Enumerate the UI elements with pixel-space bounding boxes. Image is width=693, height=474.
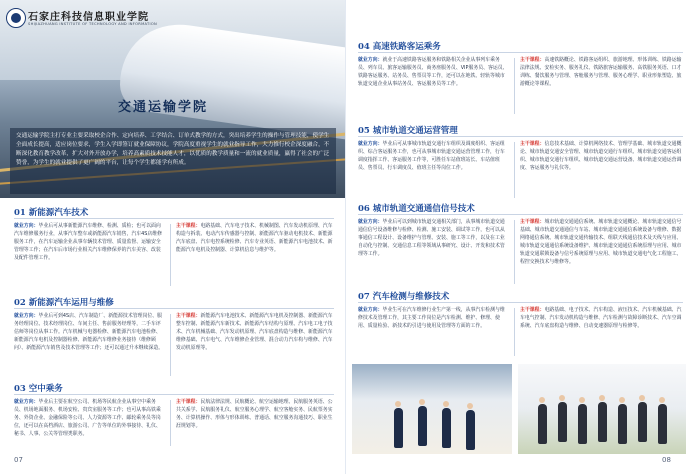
student-figure: [638, 402, 647, 442]
courses-label: 主干课程：: [176, 223, 201, 229]
student-figure: [578, 404, 587, 444]
direction-label: 就业方向：: [358, 141, 383, 147]
student-figure: [598, 402, 607, 442]
student-head: [579, 397, 585, 403]
section-06-direction: [358, 218, 508, 258]
crew-member-figure: [442, 408, 451, 448]
student-head: [639, 395, 645, 401]
direction-text: 毕业生可在汽车维修行业生产第一线，从事汽车检测与维修技术及管理工作，其主要工作岗位是汽车检测、维护、修理、使用、质量检验、新技术的引进与使用及管理等方面的工作。: [358, 307, 505, 329]
school-name-en: SHIJIAZHUANG INSTITUTE OF TECHNOLOGY AND INFORMATION: [28, 22, 157, 26]
section-title: 05 城市轨道交通运营管理: [358, 126, 458, 136]
student-figure: [558, 402, 567, 442]
section-04: [358, 40, 678, 52]
student-head: [599, 395, 605, 401]
section-underline: [14, 218, 334, 219]
crew-member-figure: [466, 410, 475, 450]
section-underline: [358, 214, 683, 215]
section-underline: [358, 136, 683, 137]
hero-train-photo: [0, 0, 346, 198]
student-group-photo: [518, 364, 686, 454]
cabin-crew-photo: [352, 364, 512, 454]
direction-label: 就业方向：: [14, 223, 39, 229]
courses-text: 城市轨道交通通信系统、城市轨道交通概论、城市轨道交通信号基础、城市轨道交通通信与车站、城市轨道交通通信系统设备与维修、数据网络通信系统、城市轨道交通传输技术、组联天线通信技术及天线与应用、城市轨道交通通信系统设备维护、城市轨道交通通信系统原理与应用、城市轨道交通联锁设备与信号系统原理与应用、城市轨道交通电气化工程施工、程控交换技术与维修等。: [520, 219, 682, 265]
section-title: 02 新能源汽车运用与维修: [14, 298, 114, 308]
section-01-courses: [176, 222, 336, 254]
hero-intro-box: [10, 128, 336, 194]
direction-text: 就业于高速铁路客运服务和铁路相关企业从事列车乘务员、列车员、旅客运输服务员、商务座服务员、VIP服务员、客运员、铁路客运服务、站务员、售票员等工作，还可以在地铁、轻轨等城市轨道交通企业从事站务员、客运服务员等工作。: [358, 57, 508, 87]
courses-text: 新能源汽车电池技术、新能源汽车电机及控制器、新能源汽车整车控制、新能源汽车新技术、新能源汽车结构与原理、汽车电工电子技术、汽车机械基础、汽车发动机原理、汽车底盘构造与维修、新能源汽车维修基础、汽车电气、汽车维修企业管理、混合动力汽车构与维修、汽车发动机原理等。: [176, 313, 333, 351]
courses-text: 民航法律法规、民航概论、航空运输地理、民航服务英语、公共关系学、民航服务礼仪、航空服务心理学、航空客舱实务、民航票务实务、计算机操作、形体与形体训练、普通话、航空服务沟通技巧、职业生涯规划等。: [176, 399, 333, 429]
section-title: 06 城市轨道交通通信信号技术: [358, 204, 475, 214]
page-number-right: 08: [662, 456, 671, 464]
direction-label: 就业方向：: [358, 307, 383, 313]
section-03: [14, 382, 334, 394]
direction-text: 毕业后可以到城市轨道交通相关部门，从事城市轨道交通通信信号设备维修与检修、检测、施工安装、调试等工作，也可以从事通信工程设计、设备维护与管理、安装、施工等工作，以及在工业自动化与控制、交通信息工程等领域从事研究、设计、开发和技术管理等工作。: [358, 219, 505, 257]
section-06-courses: [520, 218, 683, 266]
courses-text: 电路基础、汽车电子技术、机械制图、汽车发动机原理、汽车构造与拆装、电动汽车传感器与控制、新能源汽车驱动电机技术、新能源汽车底盘、汽车电控系统检修、汽车专业英语、新能源汽车电池技术、新能源汽车电机及控制器、计算机信息与维护等。: [176, 223, 333, 253]
school-name: 石家庄科技信息职业学院: [28, 12, 149, 23]
student-head: [659, 397, 665, 403]
section-04-direction: [358, 56, 508, 88]
direction-text: 毕业后可从事新能源汽车维修、检测、质检；也可以面向汽车维修服务行业，从事汽车整车或新能源汽车销售，汽车4S店维修服务工作，在汽车运输企业从事车辆技术管理、质量监督、运输安全管理等工作；在汽车后市场行业相关汽车维修保养的汽车美容、改装及配件管理工作。: [14, 223, 163, 261]
school-emblem-icon: [6, 8, 26, 28]
section-02: [14, 296, 334, 308]
courses-label: 主干课程：: [520, 57, 545, 63]
direction-label: 就业方向：: [14, 399, 39, 405]
courses-label: 主干课程：: [176, 399, 201, 405]
column-divider: [170, 314, 171, 376]
left-page: [0, 0, 346, 474]
section-05: [358, 124, 678, 136]
direction-label: 就业方向：: [14, 313, 39, 319]
column-divider: [514, 220, 515, 284]
section-title: 04 高速铁路客运乘务: [358, 42, 441, 52]
section-title: 01 新能源汽车技术: [14, 208, 89, 218]
crew-member-figure: [394, 408, 403, 448]
courses-text: 信息技术基础、计算机网络技术、管理学基础、城市轨道交通概论、城市轨道交通安全管理、城市轨道交通行车组织、城市轨道交通客运组织、城市轨道交通行车组织、城市轨道交通运营设备、城市轨道交通运营调度、客运服务与礼仪等。: [520, 141, 682, 171]
crew-member-figure: [418, 406, 427, 446]
section-title: 07 汽车检测与维修技术: [358, 292, 450, 302]
student-figure: [618, 404, 627, 444]
section-04-courses: [520, 56, 683, 88]
student-head: [539, 397, 545, 403]
student-head: [619, 397, 625, 403]
student-figure: [538, 404, 547, 444]
direction-label: 就业方向：: [358, 57, 383, 63]
page-number-left: 07: [14, 456, 23, 464]
section-06: [358, 202, 678, 214]
direction-text: 毕业后主要在航空公司、机场等民航企业从事空中乘务员、机场地面服务、机场安检、贵宾室服务等工作；也可从事高铁乘务、外资企业、金融保险等公司、人力资源等工作、邮轮乘务员等岗位，还可以在高档酒店、旅游公司、广告等单位的外事接待、礼仪、秘书、人事、公关等管理类职务。: [14, 399, 161, 437]
section-05-direction: [358, 140, 508, 172]
courses-text: 高速铁路概论、铁路客运组织、旅游地理、形体训练、铁路运输法律法规、安检实务、服务礼仪、铁路旅客运输服务、高铁服务英语、口才训练、餐饮服务与管理、客舱服务与管理、服务心理学、职业形象塑造、旅游概论等课程。: [520, 57, 682, 87]
section-01-direction: [14, 222, 164, 262]
courses-label: 主干课程：: [520, 219, 545, 225]
right-page: [346, 0, 693, 474]
courses-label: 主干课程：: [520, 141, 545, 147]
courses-label: 主干课程：: [176, 313, 201, 319]
column-divider: [170, 400, 171, 446]
direction-text: 毕业后可到4S店、汽车制造厂、新能源技术管理岗位、服务经理岗位、技术经理岗位、车间主任、售前服务经理等，二手车评估师等岗位从事工作。汽车机械与电器检修、新能源汽车电池检修、新能源汽车电机及控制器检修、新能源汽车维修业务接待（维修顾问）、新能源汽车销售及技术管理等工作；还可以通过升本继续深造。: [14, 313, 164, 351]
section-title: 03 空中乘务: [14, 384, 63, 394]
section-07: [358, 290, 678, 302]
crew-member-head: [419, 399, 425, 405]
section-03-direction: [14, 398, 164, 438]
crew-member-head: [395, 401, 401, 407]
column-divider: [514, 142, 515, 198]
section-07-direction: [358, 306, 508, 330]
column-divider: [514, 308, 515, 356]
section-underline: [358, 52, 683, 53]
school-logo-bar: [6, 6, 186, 34]
student-figure: [658, 404, 667, 444]
section-03-courses: [176, 398, 336, 430]
section-underline: [14, 394, 334, 395]
courses-text: 电路基础、电子技术、汽车构造、液压技术、汽车机械基础、汽车电气控制、汽车发动机构造与维修、汽车检测与故障诊断技术、汽车空调系统、汽车底盘构造与维修、自动变速器原理与检修等。: [520, 307, 682, 329]
section-01: [14, 206, 334, 218]
student-head: [559, 395, 565, 401]
section-05-courses: [520, 140, 683, 172]
hero-title: 交通运输学院: [118, 100, 209, 115]
crew-member-head: [467, 403, 473, 409]
courses-label: 主干课程：: [520, 307, 545, 313]
column-divider: [170, 224, 171, 286]
direction-text: 毕业后可从事城市轨道交通行车组织及调度组织、客运组织、综合客运服务工作，也可从事城市轨道交通运营管理工作，行车调度指挥工作、客运服务工作等，可胜任车站值班站长、车站值班员、售票员、行车调度员、值班主任等岗位工作。: [358, 141, 505, 171]
section-underline: [14, 308, 334, 309]
crew-member-head: [443, 401, 449, 407]
column-divider: [514, 58, 515, 114]
section-underline: [358, 302, 683, 303]
direction-label: 就业方向：: [358, 219, 383, 225]
section-02-direction: [14, 312, 164, 352]
section-07-courses: [520, 306, 683, 330]
section-02-courses: [176, 312, 336, 352]
hero-intro-text: 交通运输学院主打专业主要采取校企合作、定向培养、工学结合、订单式教学的方式，突出培养学生的操作与管理技能，使学生全面成长提高，适应岗位要求，学生入学即签订就业保障协议，学院高度重视学生的就业指导工作，大力推行校企深度融合，不断深化教育教学改革，扩大对外开放办学，培养高素质技术技能人才，以优质的教学质量和一流的就业质量，赢得了社会的广泛赞誉，为学生的就业提供了更广阔的平台，让每个学生都能学有所成。: [16, 133, 330, 166]
